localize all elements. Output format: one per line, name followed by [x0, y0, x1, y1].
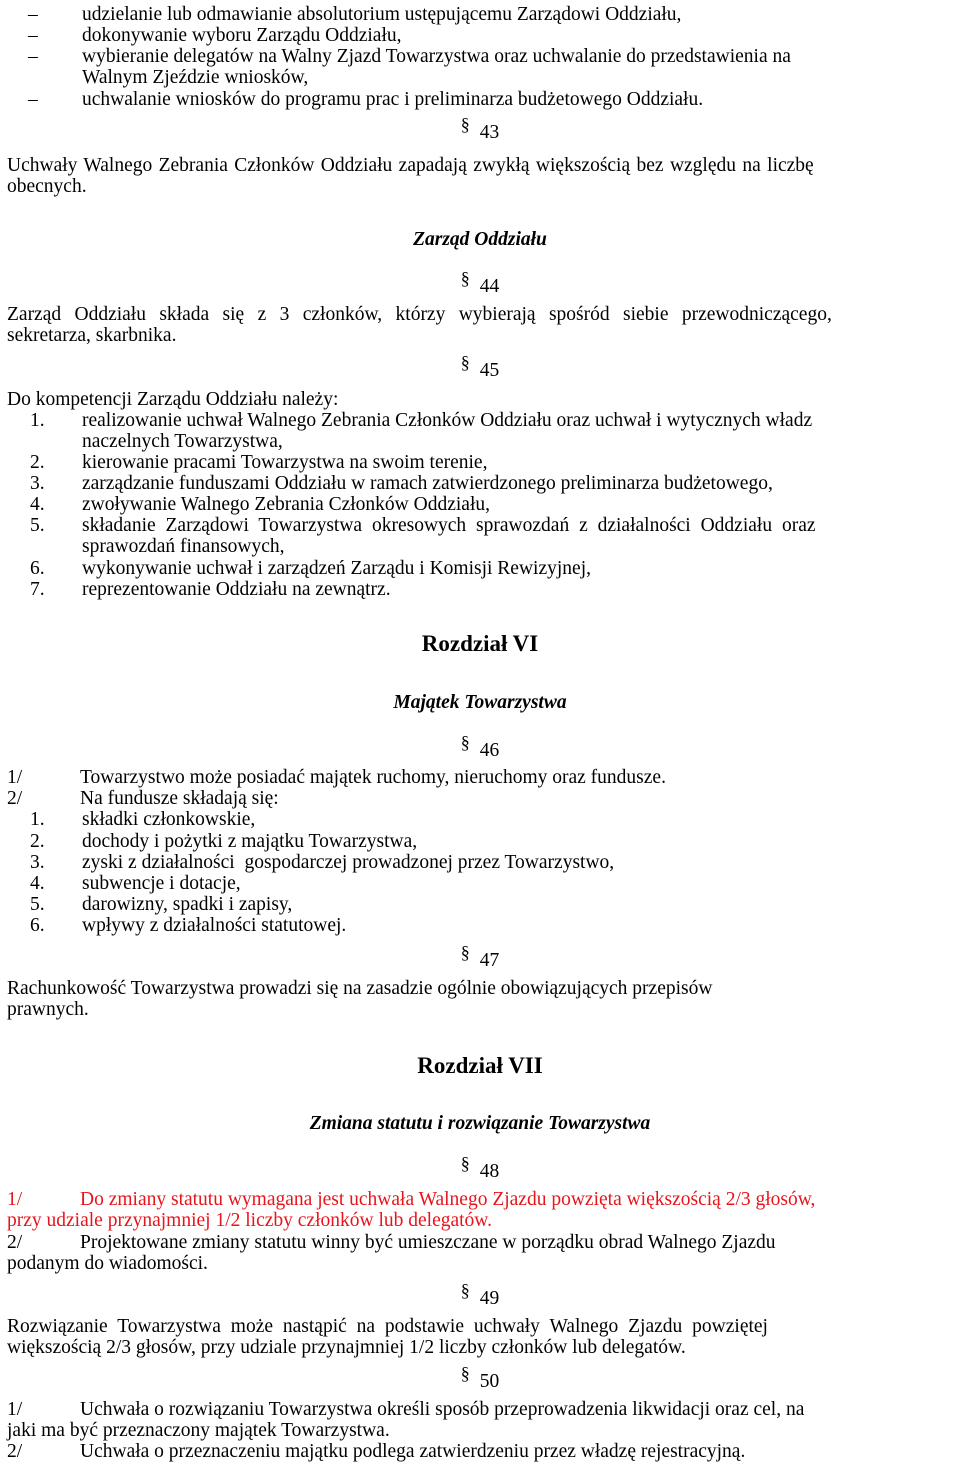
list-number: 4.	[30, 494, 45, 515]
list-item: wpływy z działalności statutowej.	[82, 915, 347, 936]
paragraph-label: 2/	[7, 1232, 23, 1253]
section-47-text: Rachunkowość Towarzystwa prowadzi się na zasadzie ogólnie obowiązujących przepisów	[7, 978, 713, 999]
section-50-para-1: Uchwała o rozwiązaniu Towarzystwa określi sposób przeprowadzenia likwidacji oraz cel, na	[80, 1399, 805, 1420]
section-symbol: §	[460, 114, 470, 134]
section-43-heading	[0, 114, 960, 143]
list-item: subwencje i dotacje,	[82, 873, 241, 894]
list-item: dokonywanie wyboru Zarządu Oddziału,	[82, 25, 402, 46]
section-number: 49	[479, 1288, 500, 1309]
section-number: 45	[479, 360, 500, 381]
section-46-heading	[0, 732, 960, 761]
chapter-7-title: Rozdział VII	[417, 1053, 543, 1078]
list-item: zwoływanie Walnego Zebrania Członków Oddziału,	[82, 494, 490, 515]
dash-bullet: –	[28, 46, 38, 67]
list-item: realizowanie uchwał Walnego Zebrania Członków Oddziału oraz uchwał i wytycznych władz	[82, 410, 813, 431]
section-50-para-2: Uchwała o przeznaczeniu majątku podlega zatwierdzeniu przez władzę rejestracyjną.	[80, 1441, 746, 1462]
section-symbol: §	[460, 1363, 470, 1383]
list-item-continuation: sprawozdań finansowych,	[82, 536, 285, 557]
dash-bullet: –	[28, 25, 38, 46]
section-symbol: §	[460, 1280, 470, 1300]
section-number: 46	[479, 740, 500, 761]
list-number: 3.	[30, 852, 45, 873]
list-item: wybieranie delegatów na Walny Zjazd Towarzystwa oraz uchwalanie do przedstawienia na	[82, 46, 791, 67]
section-43-text-cont: obecnych.	[7, 176, 87, 197]
section-47-heading	[0, 942, 960, 971]
list-number: 4.	[30, 873, 45, 894]
section-49-text: Rozwiązanie Towarzystwa może nastąpić na podstawie uchwały Walnego Zjazdu powziętej	[7, 1316, 768, 1337]
section-46-para-1: Towarzystwo może posiadać majątek ruchomy, nieruchomy oraz fundusze.	[80, 767, 666, 788]
section-48-para-2: Projektowane zmiany statutu winny być umieszczane w porządku obrad Walnego Zjazdu	[80, 1232, 776, 1253]
list-number: 2.	[30, 831, 45, 852]
list-number: 5.	[30, 894, 45, 915]
section-symbol: §	[460, 1153, 470, 1173]
paragraph-label: 1/	[7, 1189, 23, 1210]
section-44-text: Zarząd Oddziału składa się z 3 członków, którzy wybierają spośród siebie przewodniczącego,	[7, 304, 832, 325]
section-symbol: §	[460, 942, 470, 962]
section-44-heading	[0, 268, 960, 297]
list-item: uchwalanie wniosków do programu prac i preliminarza budżetowego Oddziału.	[82, 89, 704, 110]
list-item: składanie Zarządowi Towarzystwa okresowych sprawozdań z działalności Oddziału oraz	[82, 515, 816, 536]
section-44-text-cont: sekretarza, skarbnika.	[7, 325, 177, 346]
list-item-continuation: naczelnych Towarzystwa,	[82, 431, 283, 452]
section-48-para-1-cont: przy udziale przynajmniej 1/2 liczby członków lub delegatów.	[7, 1210, 492, 1231]
section-46-para-2: Na fundusze składają się:	[80, 788, 279, 809]
list-number: 7.	[30, 579, 45, 600]
list-number: 1.	[30, 809, 45, 830]
section-number: 48	[479, 1161, 500, 1182]
list-number: 3.	[30, 473, 45, 494]
list-item: wykonywanie uchwał i zarządzeń Zarządu i Komisji Rewizyjnej,	[82, 558, 591, 579]
list-number: 1.	[30, 410, 45, 431]
section-45-heading	[0, 352, 960, 381]
list-item: zyski z działalności gospodarczej prowadzonej przez Towarzystwo,	[82, 852, 615, 873]
list-number: 6.	[30, 558, 45, 579]
paragraph-label: 1/	[7, 767, 23, 788]
section-48-heading	[0, 1153, 960, 1182]
list-item: kierowanie pracami Towarzystwa na swoim terenie,	[82, 452, 488, 473]
chapter-7-subtitle: Zmiana statutu i rozwiązanie Towarzystwa	[309, 1113, 651, 1134]
chapter-6-subtitle: Majątek Towarzystwa	[393, 692, 567, 713]
section-number: 44	[479, 276, 500, 297]
list-item: zarządzanie funduszami Oddziału w ramach zatwierdzonego preliminarza budżetowego,	[82, 473, 773, 494]
subsection-heading: Zarząd Oddziału	[413, 229, 547, 250]
section-50-heading	[0, 1363, 960, 1392]
section-50-para-1-cont: jaki ma być przeznaczony majątek Towarzystwa.	[7, 1420, 390, 1441]
dash-bullet: –	[28, 4, 38, 25]
section-43-text: Uchwały Walnego Zebrania Członków Oddziału zapadają zwykłą większością bez względu na liczbę	[7, 155, 814, 176]
list-item: udzielanie lub odmawianie absolutorium ustępującemu Zarządowi Oddziału,	[82, 4, 682, 25]
paragraph-label: 2/	[7, 788, 23, 809]
chapter-6-title: Rozdział VI	[421, 631, 539, 656]
dash-bullet: –	[28, 89, 38, 110]
list-number: 6.	[30, 915, 45, 936]
section-49-text-cont: większością 2/3 głosów, przy udziale przynajmniej 1/2 liczby członków lub delegatów.	[7, 1337, 686, 1358]
section-48-para-1: Do zmiany statutu wymagana jest uchwała Walnego Zjazdu powzięta większością 2/3 głosów,	[80, 1189, 816, 1210]
list-number: 5.	[30, 515, 45, 536]
list-item: darowizny, spadki i zapisy,	[82, 894, 293, 915]
list-number: 2.	[30, 452, 45, 473]
section-47-text-cont: prawnych.	[7, 999, 89, 1020]
paragraph-label: 1/	[7, 1399, 23, 1420]
list-item: dochody i pożytki z majątku Towarzystwa,	[82, 831, 418, 852]
section-symbol: §	[460, 352, 470, 372]
paragraph-label: 2/	[7, 1441, 23, 1462]
section-49-heading	[0, 1280, 960, 1309]
list-item: składki członkowskie,	[82, 809, 256, 830]
section-number: 50	[479, 1371, 500, 1392]
list-item-continuation: Walnym Zjeździe wniosków,	[82, 67, 309, 88]
section-symbol: §	[460, 268, 470, 288]
section-number: 47	[479, 950, 500, 971]
list-item: reprezentowanie Oddziału na zewnątrz.	[82, 579, 391, 600]
section-number: 43	[479, 122, 500, 143]
section-symbol: §	[460, 732, 470, 752]
section-48-para-2-cont: podanym do wiadomości.	[7, 1253, 208, 1274]
section-45-intro: Do kompetencji Zarządu Oddziału należy:	[7, 389, 339, 410]
